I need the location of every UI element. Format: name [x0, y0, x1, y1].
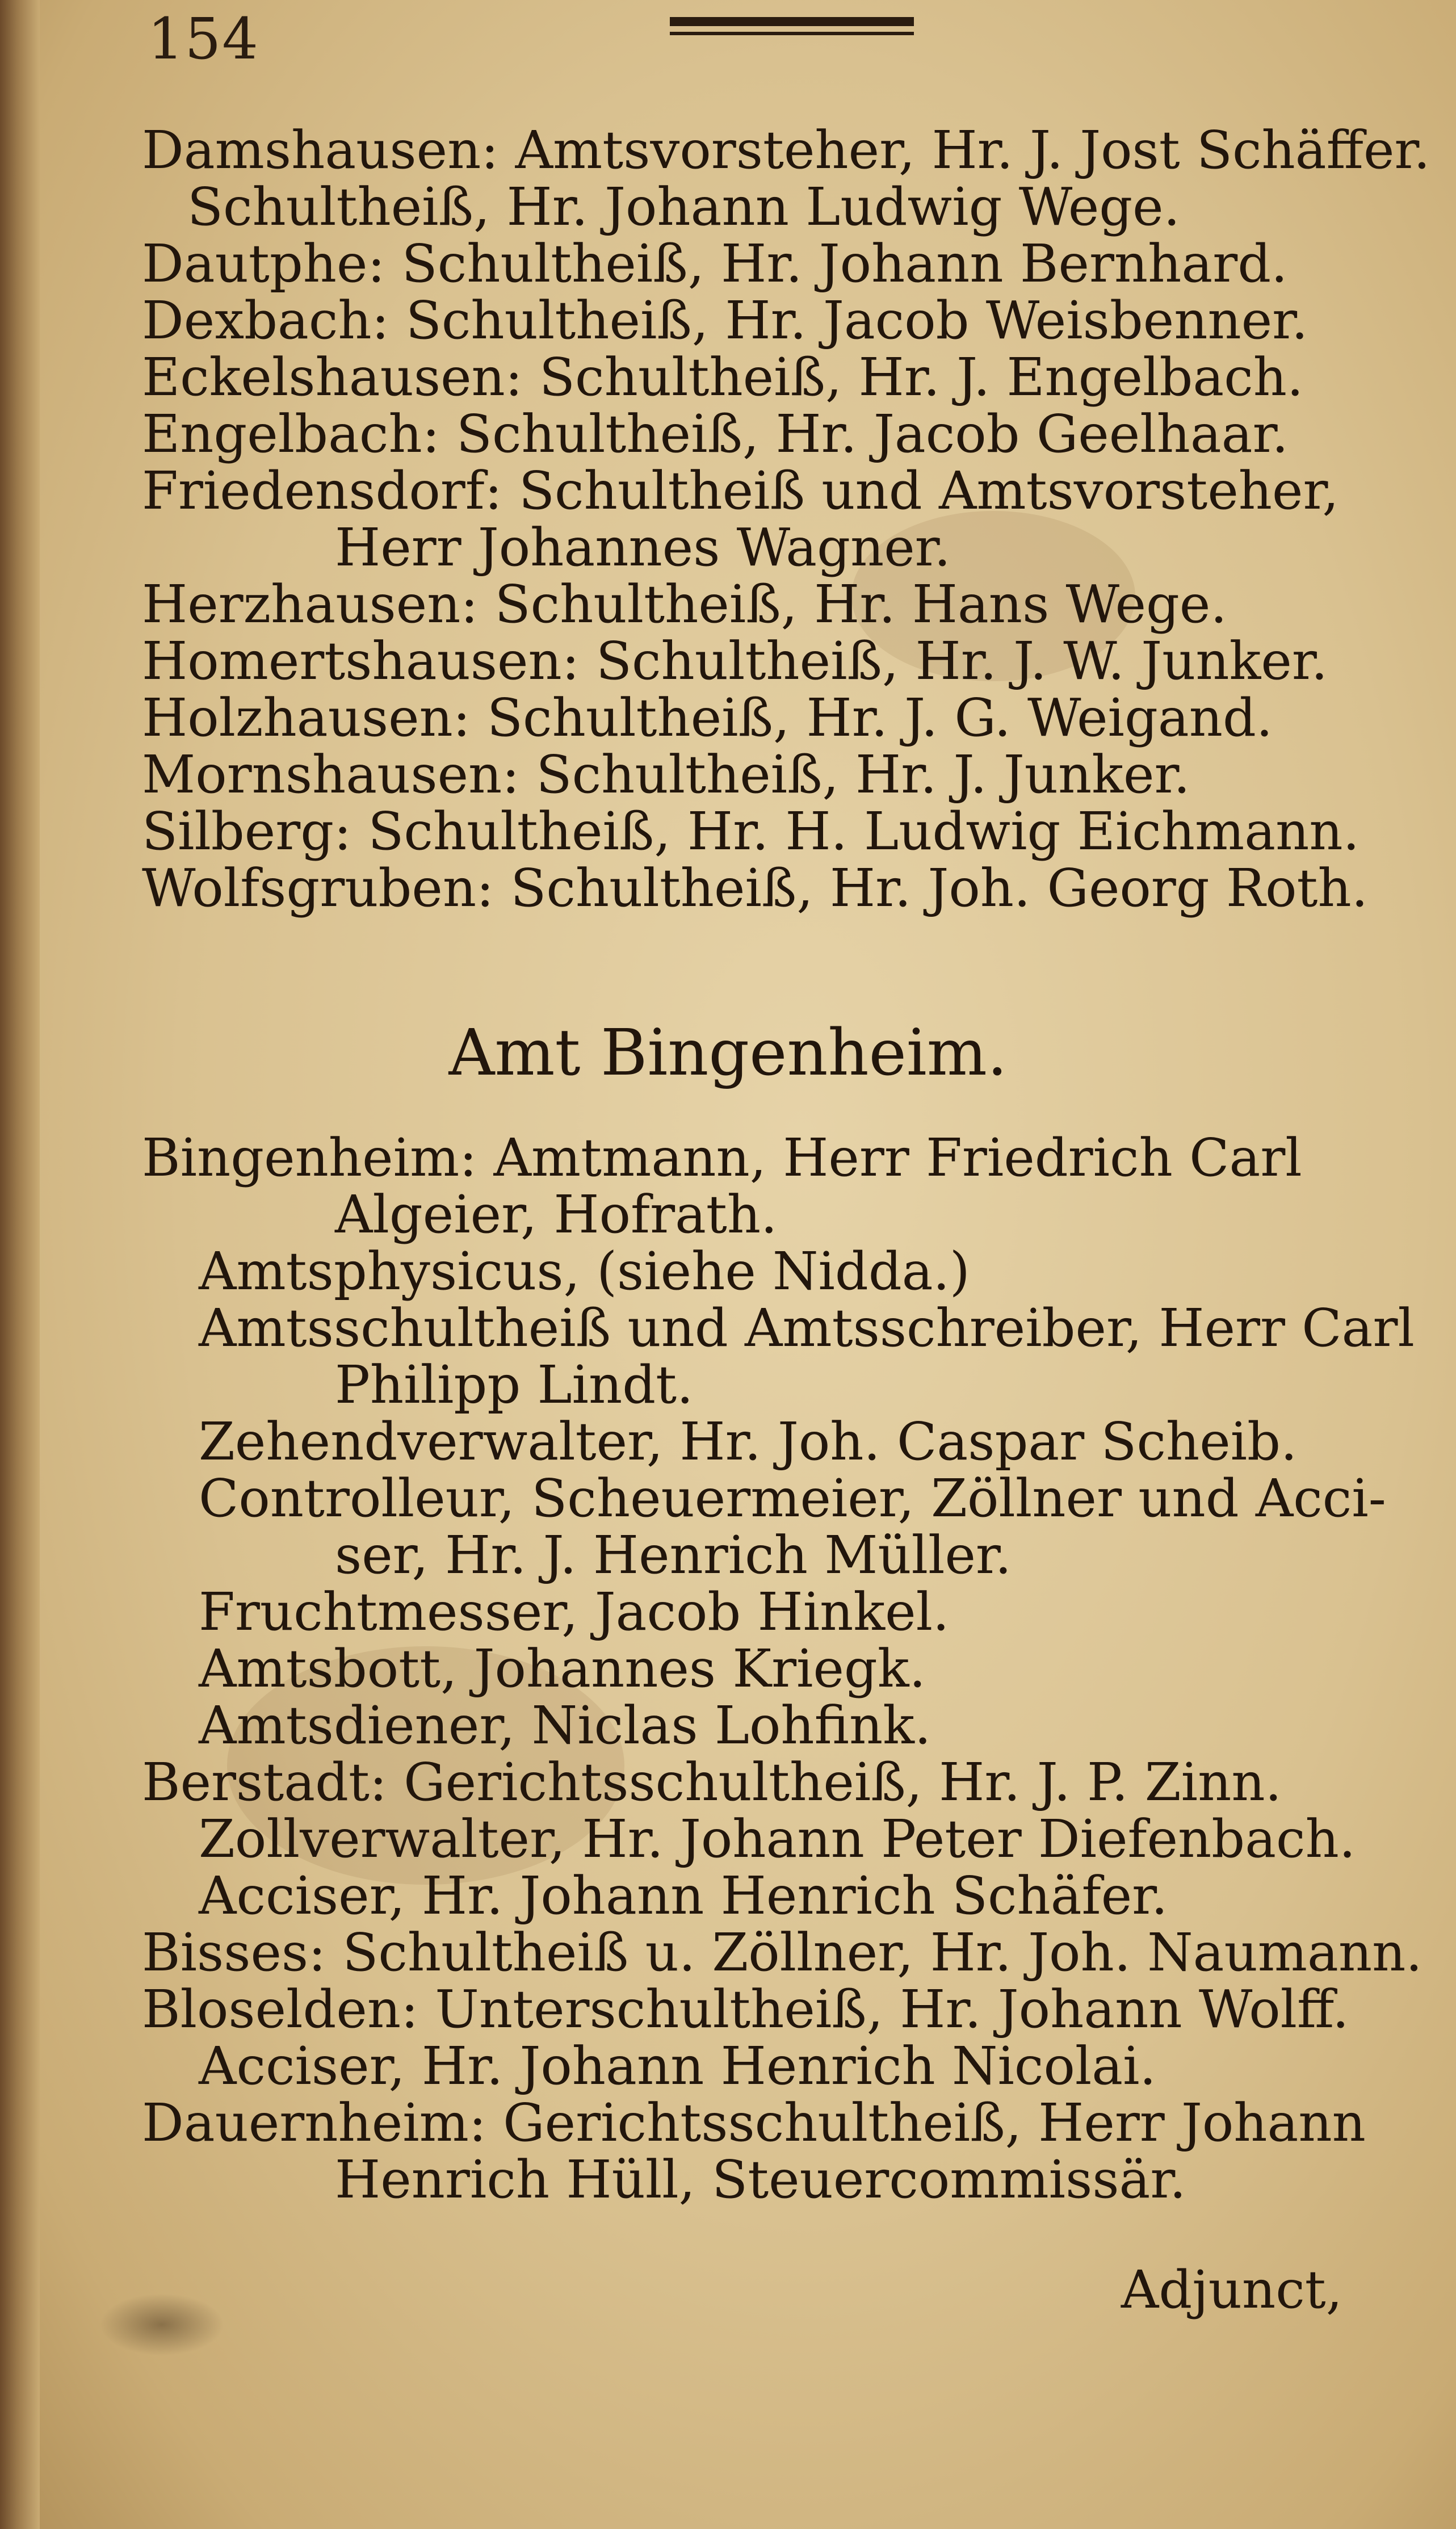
entry-line: Silberg: Schultheiß, Hr. H. Ludwig Eichmann. [142, 801, 1360, 862]
entry-line: Herzhausen: Schultheiß, Hr. Hans Wege. [142, 574, 1227, 635]
header-rule-thick [670, 17, 914, 26]
entry-line: Bloselden: Unterschultheiß, Hr. Johann Wolff. [142, 1979, 1349, 2040]
entry-line: Wolfsgruben: Schultheiß, Hr. Joh. Georg Roth. [142, 858, 1369, 919]
entry-line: Engelbach: Schultheiß, Hr. Jacob Geelhaar. [142, 404, 1289, 464]
book-spine [0, 0, 40, 2529]
entry-line: ser, Hr. J. Henrich Müller. [335, 1525, 1012, 1586]
catchword: Adjunct, [1121, 2259, 1342, 2320]
entry-line: Eckelshausen: Schultheiß, Hr. J. Engelbach. [142, 347, 1304, 408]
entries-top [142, 120, 1430, 919]
entry-line: Amtsphysicus, (siehe Nidda.) [199, 1241, 970, 1302]
entries-bottom [142, 1127, 1423, 2210]
entry-line: Amtsdiener, Niclas Lohfink. [199, 1695, 931, 1756]
ink-blot [99, 2293, 224, 2356]
entry-line: Friedensdorf: Schultheiß und Amtsvorsteher, [142, 460, 1339, 521]
entry-line: Acciser, Hr. Johann Henrich Nicolai. [199, 2036, 1156, 2096]
entry-line: Zollverwalter, Hr. Johann Peter Diefenbach. [199, 1809, 1356, 1869]
entry-line: Dauernheim: Gerichtsschultheiß, Herr Johann [142, 2092, 1366, 2153]
entry-line: Holzhausen: Schultheiß, Hr. J. G. Weigand. [142, 687, 1273, 748]
entry-line: Schultheiß, Hr. Johann Ludwig Wege. [187, 177, 1180, 237]
entry-line: Bingenheim: Amtmann, Herr Friedrich Carl [142, 1127, 1302, 1188]
entry-line: Dexbach: Schultheiß, Hr. Jacob Weisbenner. [142, 290, 1308, 351]
entry-line: Philipp Lindt. [335, 1354, 694, 1415]
entry-line: Controlleur, Scheuermeier, Zöllner und Acci- [199, 1468, 1386, 1529]
entry-line: Acciser, Hr. Johann Henrich Schäfer. [199, 1865, 1168, 1926]
header-rule [670, 17, 914, 35]
header-rule-thin [670, 32, 914, 35]
entry-line: Homertshausen: Schultheiß, Hr. J. W. Junker. [142, 631, 1328, 691]
entry-line: Fruchtmesser, Jacob Hinkel. [199, 1582, 950, 1642]
page-number: 154 [148, 6, 259, 72]
entry-line: Mornshausen: Schultheiß, Hr. J. Junker. [142, 744, 1190, 805]
entry-line: Berstadt: Gerichtsschultheiß, Hr. J. P. Zinn. [142, 1752, 1282, 1813]
entry-line: Bisses: Schultheiß u. Zöllner, Hr. Joh. Naumann. [142, 1922, 1423, 1983]
section-heading: Amt Bingenheim. [448, 1016, 1008, 1090]
entry-line: Damshausen: Amtsvorsteher, Hr. J. Jost Schäffer. [142, 120, 1430, 181]
entry-line: Henrich Hüll, Steuercommissär. [335, 2149, 1186, 2210]
entry-line: Algeier, Hofrath. [335, 1184, 778, 1245]
entry-line: Amtsbott, Johannes Kriegk. [199, 1638, 926, 1699]
entry-line: Amtsschultheiß und Amtsschreiber, Herr Carl [199, 1298, 1415, 1358]
entry-line: Dautphe: Schultheiß, Hr. Johann Bernhard. [142, 233, 1288, 294]
entry-line: Herr Johannes Wagner. [335, 517, 951, 578]
entry-line: Zehendverwalter, Hr. Joh. Caspar Scheib. [199, 1411, 1298, 1472]
